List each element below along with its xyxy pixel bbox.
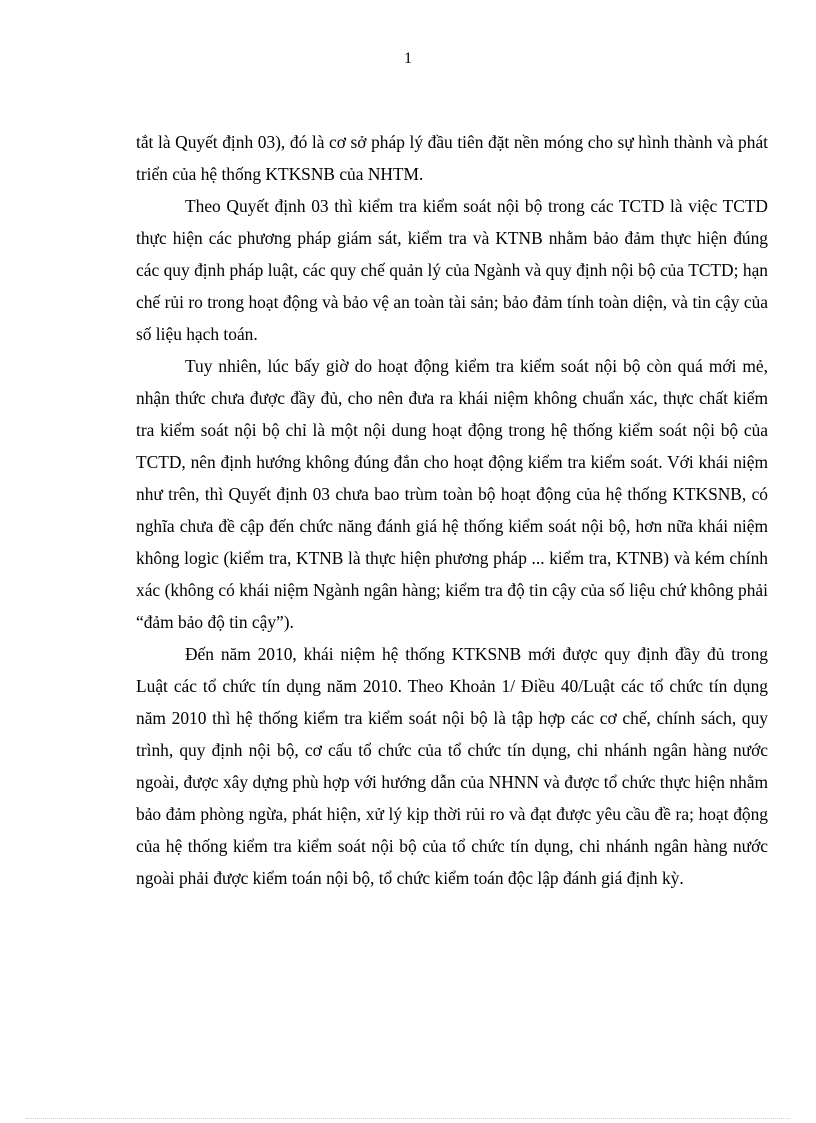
page-number: 1 bbox=[404, 50, 412, 67]
page-bottom-divider bbox=[26, 1118, 790, 1119]
paragraph-decision-03-definition: Theo Quyết định 03 thì kiểm tra kiểm soát nội bộ trong các TCTD là việc TCTD thực hiện các phương pháp giám sát, kiểm tra và KTNB nhằm bảo đảm thực hiện đúng các quy định pháp luật, các quy chế quản lý của Ngành và quy định nội bộ của TCTD; hạn chế rủi ro trong hoạt động và bảo vệ an toàn tài sản; bảo đảm tính toàn diện, và tin cậy của số liệu hạch toán. bbox=[136, 196, 768, 344]
paragraph-critique: Tuy nhiên, lúc bấy giờ do hoạt động kiểm tra kiểm soát nội bộ còn quá mới mẻ, nhận thức chưa được đầy đủ, cho nên đưa ra khái niệm không chuẩn xác, thực chất kiểm tra kiểm soát nội bộ chỉ là một nội dung hoạt động trong hệ thống kiểm soát nội bộ của TCTD, nên định hướng không đúng đắn cho hoạt động kiểm tra kiểm soát. Với khái niệm như trên, thì Quyết định 03 chưa bao trùm toàn bộ hoạt động của hệ thống KTKSNB, có nghĩa chưa đề cập đến chức năng đánh giá hệ thống kiểm soát nội bộ, hơn nữa khái niệm không logic (kiểm tra, KTNB là thực hiện phương pháp ... kiểm tra, KTNB) và kém chính xác (không có khái niệm Ngành ngân hàng; kiểm tra độ tin cậy của số liệu chứ không phải “đảm bảo độ tin cậy”). bbox=[136, 356, 768, 632]
paragraph-law-2010: Đến năm 2010, khái niệm hệ thống KTKSNB mới được quy định đầy đủ trong Luật các tổ chức tín dụng năm 2010. Theo Khoản 1/ Điều 40/Luật các tổ chức tín dụng năm 2010 thì hệ thống kiểm tra kiểm soát nội bộ là tập hợp các cơ chế, chính sách, quy trình, quy định nội bộ, cơ cấu tổ chức của tổ chức tín dụng, chi nhánh ngân hàng nước ngoài, được xây dựng phù hợp với hướng dẫn của NHNN và được tổ chức thực hiện nhằm bảo đảm phòng ngừa, phát hiện, xử lý kịp thời rủi ro và đạt được yêu cầu đề ra; hoạt động của hệ thống kiểm tra kiểm soát nội bộ của tổ chức tín dụng, chi nhánh ngân hàng nước ngoài phải được kiểm toán nội bộ, tổ chức kiểm toán độc lập đánh giá định kỳ. bbox=[136, 644, 768, 888]
document-body bbox=[136, 126, 768, 894]
paragraph-continuation: tắt là Quyết định 03), đó là cơ sở pháp lý đầu tiên đặt nền móng cho sự hình thành và phát triển của hệ thống KTKSNB của NHTM. bbox=[136, 132, 768, 184]
